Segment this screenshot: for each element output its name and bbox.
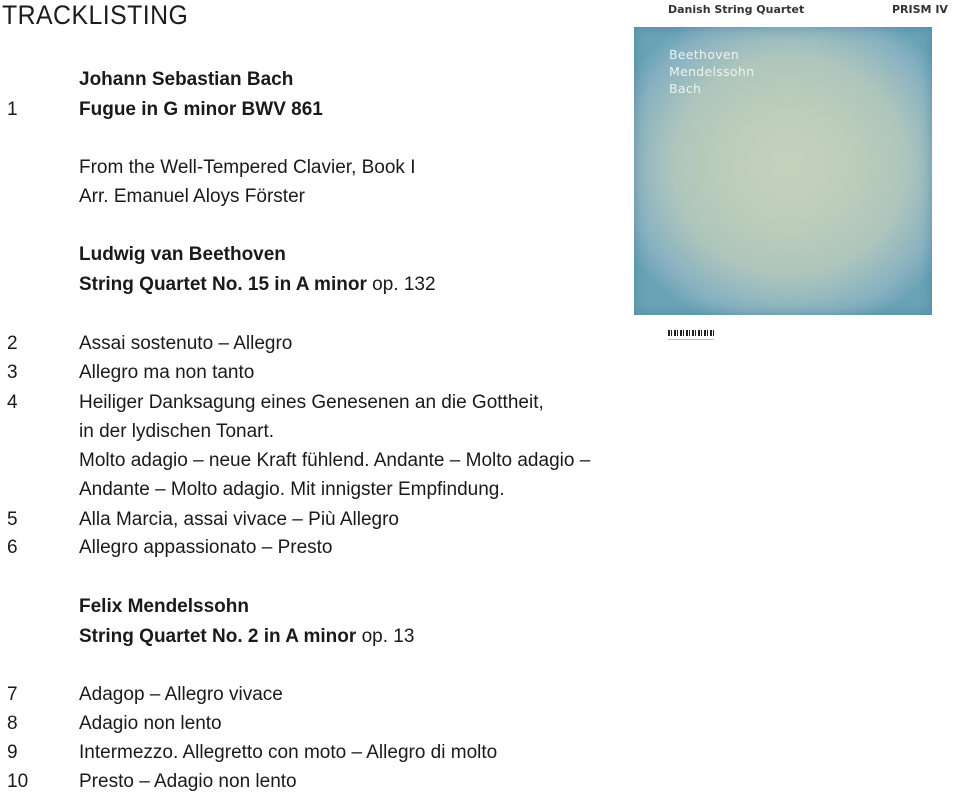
album-series: PRISM IV (892, 3, 948, 16)
track-number: 10 (7, 771, 29, 792)
track-number: 1 (7, 99, 18, 120)
page-title: TRACKLISTING (2, 0, 189, 30)
track-title: Alla Marcia, assai vivace – Più Allegro (79, 509, 399, 530)
album-artist: Danish String Quartet (668, 3, 805, 16)
work-heading-text (79, 622, 414, 651)
track-row-continued (0, 475, 760, 504)
track-row (0, 767, 760, 796)
track-title: Allegro appassionato – Presto (79, 537, 333, 558)
work-heading (0, 622, 760, 651)
composer-name: Ludwig van Beethoven (79, 244, 286, 265)
track-number: 2 (7, 333, 18, 354)
track-row (0, 358, 760, 387)
work-title: String Quartet No. 15 in A minor (79, 274, 367, 295)
track-title: Presto – Adagio non lento (79, 771, 297, 792)
note-text: Arr. Emanuel Aloys Förster (79, 186, 305, 207)
track-title: Adagop – Allegro vivace (79, 684, 283, 705)
track-row (0, 95, 760, 124)
work-title: String Quartet No. 2 in A minor (79, 626, 357, 647)
track-title-continued: in der lydischen Tonart. (79, 421, 275, 442)
track-row-continued (0, 417, 760, 446)
track-row-continued (0, 446, 760, 475)
cover-composer-2: Mendelssohn (669, 64, 755, 79)
cover-composer-1: Beethoven (669, 47, 740, 62)
track-row (0, 533, 760, 562)
track-number: 3 (7, 362, 18, 383)
track-title: Heiliger Danksagung eines Genesenen an die Gottheit, (79, 392, 544, 413)
track-title: Intermezzo. Allegretto con moto – Allegro di molto (79, 742, 498, 763)
work-opus: op. 13 (361, 626, 415, 647)
track-title-continued: Andante – Molto adagio. Mit innigster Empfindung. (79, 479, 505, 500)
track-title: Assai sostenuto – Allegro (79, 333, 293, 354)
track-row (0, 738, 760, 767)
cover-composer-3: Bach (669, 81, 702, 96)
composer-name: Felix Mendelssohn (79, 596, 249, 617)
track-title: Allegro ma non tanto (79, 362, 255, 383)
composer-heading (0, 65, 760, 94)
track-number: 9 (7, 742, 18, 763)
track-row (0, 680, 760, 709)
track-number: 6 (7, 537, 18, 558)
track-title-continued: Molto adagio – neue Kraft fühlend. Andante – Molto adagio – (79, 450, 591, 471)
track-row (0, 388, 760, 417)
track-title: Fugue in G minor BWV 861 (79, 99, 323, 120)
track-row (0, 505, 760, 534)
work-heading (0, 270, 760, 299)
composer-heading (0, 592, 760, 621)
track-row (0, 329, 760, 358)
composer-name: Johann Sebastian Bach (79, 69, 294, 90)
track-number: 5 (7, 509, 18, 530)
track-row (0, 709, 760, 738)
composer-heading (0, 240, 760, 269)
track-number: 7 (7, 684, 18, 705)
note-text: From the Well-Tempered Clavier, Book I (79, 157, 416, 178)
work-note (0, 153, 760, 182)
track-title: Adagio non lento (79, 713, 222, 734)
work-note (0, 182, 760, 211)
work-heading-text (79, 270, 436, 299)
work-opus: op. 132 (372, 274, 436, 295)
track-number: 4 (7, 392, 18, 413)
track-number: 8 (7, 713, 18, 734)
